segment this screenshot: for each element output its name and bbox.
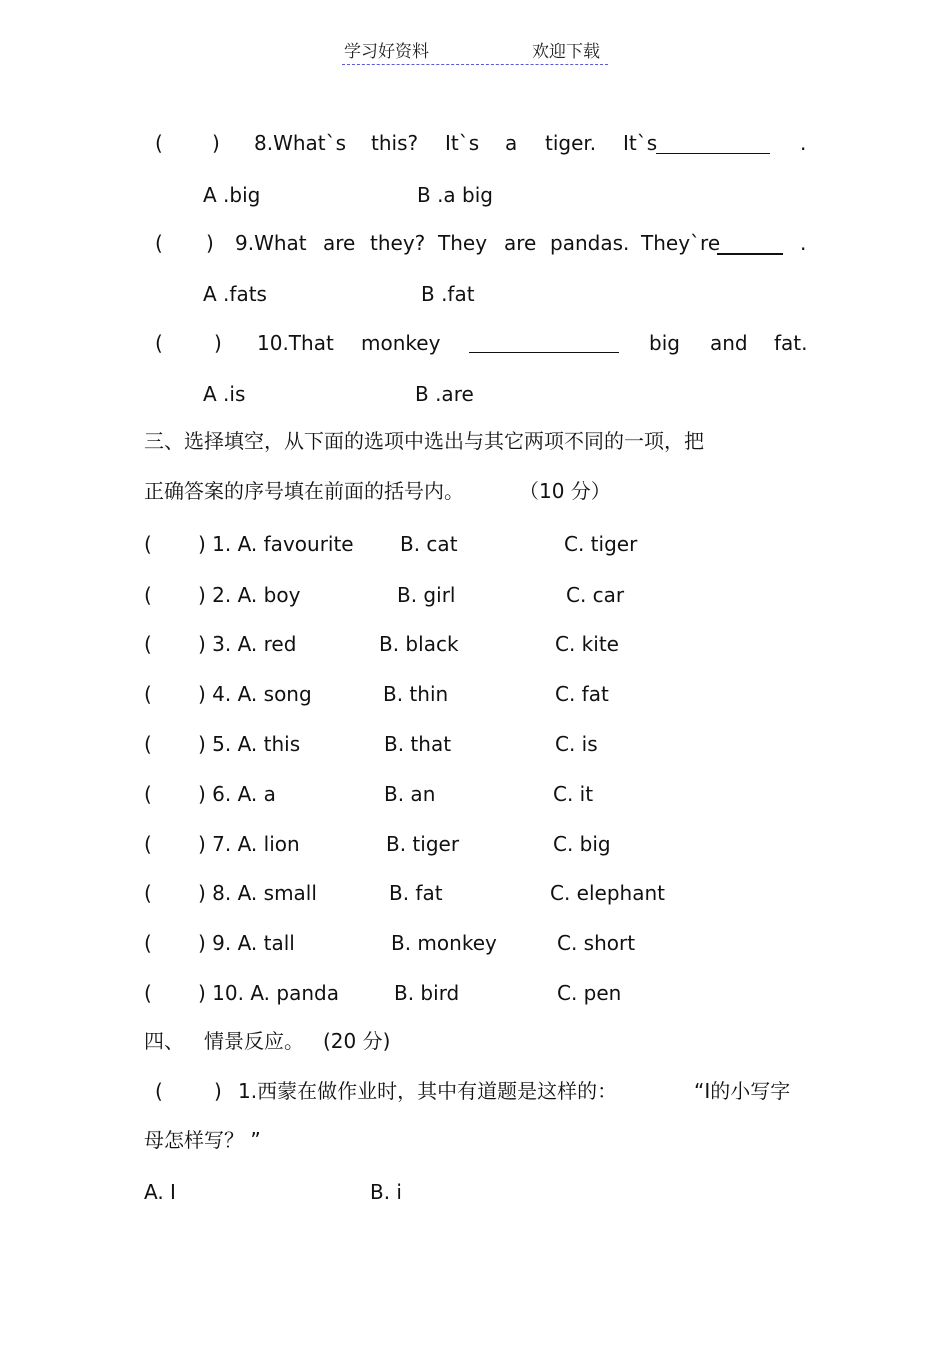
option-b: B .are — [415, 382, 474, 406]
answer-paren-left: ( — [155, 131, 163, 155]
option-c: C. is — [555, 732, 598, 756]
option-c: C. kite — [555, 632, 619, 656]
option-b: B. fat — [389, 881, 443, 905]
question-word: they? — [370, 231, 426, 255]
header-divider — [342, 64, 608, 65]
option-c: C. it — [553, 782, 594, 806]
option-b: B. bird — [394, 981, 460, 1005]
question-word: 9.What — [235, 231, 307, 255]
section-3-title: 三、选择填空，从下面的选项中选出与其它两项不同的一项，把 — [144, 429, 704, 453]
answer-blank — [717, 253, 783, 255]
option-b: B. i — [370, 1180, 402, 1204]
header-left-text: 学习好资料 — [344, 42, 429, 62]
option-a: A. I — [144, 1180, 176, 1204]
option-a: A .is — [203, 382, 246, 406]
question-text-cont: 母怎样写？ ” — [144, 1128, 261, 1152]
question-word: They`re — [641, 231, 721, 255]
question-word: are — [504, 231, 537, 255]
answer-paren-right: ) — [212, 131, 220, 155]
option-b: B .fat — [421, 282, 475, 306]
option-c: C. tiger — [564, 532, 638, 556]
option-a: ) 8. A. small — [198, 881, 317, 905]
option-c: C. elephant — [550, 881, 665, 905]
option-a: ) 2. A. boy — [198, 583, 301, 607]
section-4-title: 情景反应。 — [204, 1029, 304, 1053]
question-word: a — [505, 131, 518, 155]
answer-paren: ( — [144, 931, 152, 955]
option-b: B. monkey — [391, 931, 497, 955]
question-end: . — [800, 231, 807, 255]
option-a: A .fats — [203, 282, 267, 306]
option-b: B .a big — [417, 183, 493, 207]
option-c: C. pen — [557, 981, 622, 1005]
option-a: ) 1. A. favourite — [198, 532, 354, 556]
question-word: this? — [371, 131, 419, 155]
question-word: They — [438, 231, 488, 255]
option-a: A .big — [203, 183, 261, 207]
answer-paren: ( — [144, 682, 152, 706]
option-a: ) 4. A. song — [198, 682, 312, 706]
answer-paren: ( — [144, 532, 152, 556]
option-b: B. black — [379, 632, 459, 656]
answer-paren: ( — [144, 981, 152, 1005]
option-a: ) 3. A. red — [198, 632, 297, 656]
question-word: big — [649, 331, 680, 355]
section-4-number: 四、 — [144, 1029, 184, 1053]
question-text: 1.西蒙在做作业时，其中有道题是这样的： — [238, 1079, 618, 1103]
option-a: ) 6. A. a — [198, 782, 276, 806]
answer-blank — [656, 153, 770, 154]
answer-paren-left: ( — [155, 231, 163, 255]
question-word: 10.That — [257, 331, 334, 355]
option-b: B. that — [384, 732, 452, 756]
option-a: ) 9. A. tall — [198, 931, 295, 955]
option-a: ) 10. A. panda — [198, 981, 339, 1005]
answer-blank — [469, 352, 619, 353]
section-4-points: (20 分) — [323, 1029, 391, 1053]
option-c: C. fat — [555, 682, 609, 706]
question-word: It`s — [623, 131, 658, 155]
header-right-text: 欢迎下载 — [532, 42, 600, 62]
question-word: monkey — [361, 331, 441, 355]
option-b: B. thin — [383, 682, 449, 706]
question-end: . — [800, 131, 807, 155]
option-a: ) 5. A. this — [198, 732, 301, 756]
section-3-points: （10 分） — [519, 479, 611, 503]
option-c: C. car — [566, 583, 625, 607]
question-word: pandas. — [550, 231, 630, 255]
question-word: fat. — [774, 331, 808, 355]
option-c: C. short — [557, 931, 636, 955]
option-a: ) 7. A. lion — [198, 832, 300, 856]
answer-paren-left: ( — [155, 331, 163, 355]
question-word: tiger. — [545, 131, 597, 155]
option-c: C. big — [553, 832, 611, 856]
answer-paren-right: ) — [214, 331, 222, 355]
question-word: 8.What`s — [254, 131, 347, 155]
answer-paren-right: ) — [214, 1079, 222, 1103]
option-b: B. girl — [397, 583, 456, 607]
answer-paren: ( — [144, 881, 152, 905]
question-word: and — [710, 331, 748, 355]
question-word: It`s — [445, 131, 480, 155]
answer-paren-left: ( — [155, 1079, 163, 1103]
question-quote: “I的小写字 — [694, 1079, 791, 1103]
answer-paren: ( — [144, 583, 152, 607]
answer-paren: ( — [144, 832, 152, 856]
question-word: are — [323, 231, 356, 255]
section-3-title-cont: 正确答案的序号填在前面的括号内。 — [144, 479, 464, 503]
answer-paren: ( — [144, 632, 152, 656]
option-b: B. tiger — [386, 832, 460, 856]
option-b: B. cat — [400, 532, 458, 556]
answer-paren-right: ) — [206, 231, 214, 255]
answer-paren: ( — [144, 732, 152, 756]
answer-paren: ( — [144, 782, 152, 806]
option-b: B. an — [384, 782, 436, 806]
